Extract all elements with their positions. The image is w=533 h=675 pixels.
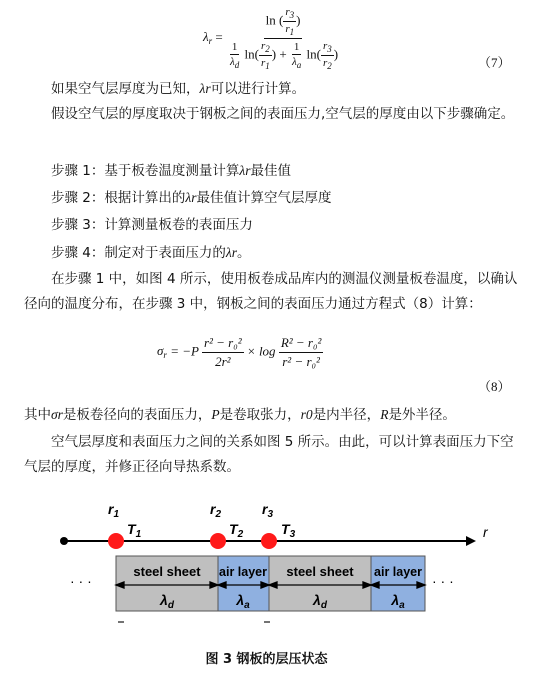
axis-label: r <box>483 524 488 540</box>
ellipsis-right: · · · <box>432 573 454 589</box>
figure-caption: 图 3 钢板的层压状态 <box>205 652 328 667</box>
paragraph-definitions: 其中σr是板卷径向的表面压力，P是卷取张力，r0是内半径，R是外半径。 <box>24 407 456 423</box>
symbol-lambda-r: λr <box>199 81 211 96</box>
paragraph-step-description: 在步骤 1 中，如图 4 所示，使用板卷成品库内的测温仪测量板卷温度，以确认径向的温度分布，在步骤 3 中，钢板之间的表面压力通过方程式（8）计算： <box>24 271 518 312</box>
equation-7-number: （7） <box>478 55 511 70</box>
boundary-point-r1 <box>108 533 124 549</box>
step-1: 步骤 1：基于板卷温度测量计算λr最佳值 <box>51 163 291 179</box>
equation-8: $\sigma_r = -P$ $\frac{\text{r² − r₀²}}{\text{2r²}}$ × log $\frac{\text{R² − r₀²}}{\text{r² − r₀²}}$ <box>157 335 322 369</box>
paragraph-known-air-layer: 如果空气层厚度为已知，λr可以进行计算。 <box>51 81 306 97</box>
equation-8-number: （8） <box>478 379 511 394</box>
segment-label: air layer <box>219 565 267 579</box>
lambda-a-label: $\lambda_a$ <box>236 592 250 611</box>
lambda-d-label: $\lambda_d$ <box>313 592 327 611</box>
segment-label: steel sheet <box>133 564 201 579</box>
paragraph-assumption: 假设空气层的厚度取决于钢板之间的表面压力,空气层的厚度由以下步骤确定。 <box>51 106 515 122</box>
paragraph-relationship: 空气层厚度和表面压力之间的关系如图 5 所示。由此，可以计算表面压力下空气层的厚度，并修正径向导热系数。 <box>24 434 514 475</box>
step-4: 步骤 4：制定对于表面压力的λr。 <box>51 245 251 261</box>
axis-arrowhead <box>466 536 476 546</box>
ellipsis-left: · · · <box>70 573 92 589</box>
radius-label-r1: $r_1$ <box>108 501 120 520</box>
radius-label-r2: $r_2$ <box>210 501 222 520</box>
segment-label: air layer <box>374 565 422 579</box>
step-3: 步骤 3：计算测量板卷的表面压力 <box>51 217 253 233</box>
segment-label: steel sheet <box>286 564 354 579</box>
eq7-fraction: ln ( $\frac{r_3}{r_1}$ ) $\frac{1}{\lambda_d}$ ln( $\frac{r_2}{r_1}$ ) + $\frac{1}{\lambda_a}$ ln( $\frac{r_3}{r_2}$ ) <box>230 6 339 71</box>
temperature-label-t3: $T_3$ <box>281 521 296 540</box>
equation-7: $\lambda_r$ = ln ( $\frac{r_3}{r_1}$ ) $\frac{1}{\lambda_d}$ ln( $\frac{r_2}{r_1}$ ) + $\frac{1}{\lambda_a}$ ln( $\frac{r_3}{r_2}$ ) <box>203 6 339 71</box>
temperature-label-t1: $T_1$ <box>127 521 142 540</box>
boundary-point-r3 <box>261 533 277 549</box>
step-2: 步骤 2：根据计算出的λr最佳值计算空气层厚度 <box>51 190 332 206</box>
lambda-a-label: $\lambda_a$ <box>391 592 405 611</box>
radius-label-r3: $r_3$ <box>262 501 274 520</box>
temperature-label-t2: $T_2$ <box>229 521 244 540</box>
laminated-state-diagram <box>0 490 533 640</box>
boundary-point-r2 <box>210 533 226 549</box>
lambda-d-label: $\lambda_d$ <box>160 592 174 611</box>
axis-origin-dot <box>60 537 68 545</box>
eq7-lhs: $\lambda_r$ <box>203 29 213 47</box>
